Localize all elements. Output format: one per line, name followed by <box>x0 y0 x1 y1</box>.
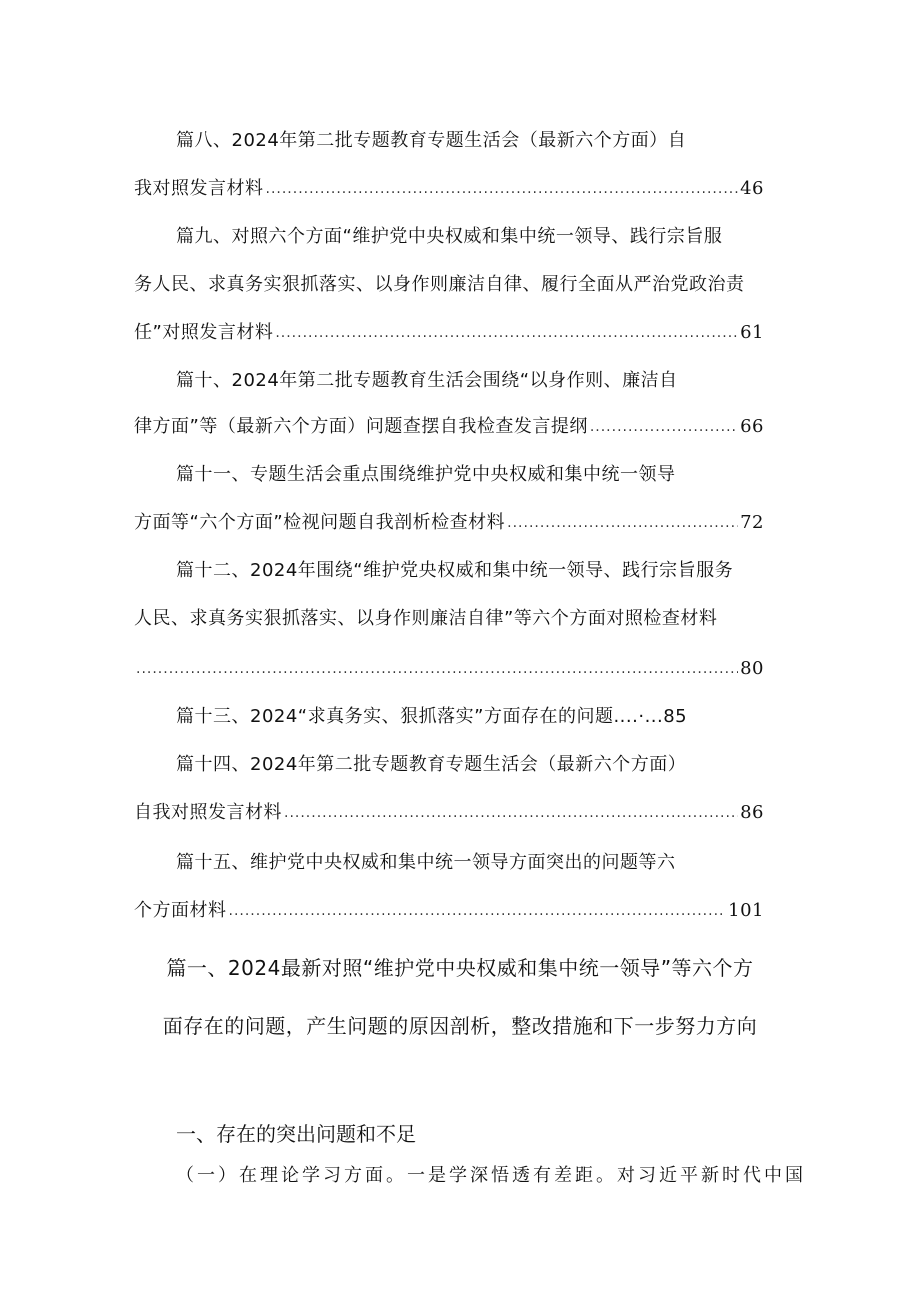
section-heading: 一、存在的突出问题和不足 <box>176 1122 416 1146</box>
toc-leader-dots <box>275 320 738 346</box>
toc-leader-dots <box>136 656 738 682</box>
toc-entry-15-last-line <box>134 898 764 924</box>
toc-entry-14-page: 86 <box>740 802 764 823</box>
toc-entry-15-page: 101 <box>728 900 764 921</box>
toc-entry-10-text: 律方面”等（最新六个方面）问题查摆自我检查发言提纲 <box>134 416 588 437</box>
toc-entry-12-page: 80 <box>740 658 764 679</box>
toc-entry-8-text: 我对照发言材料 <box>134 178 264 199</box>
toc-entry-10-last-line <box>134 414 764 440</box>
toc-leader-dots <box>590 414 738 440</box>
toc-entry-12-line-2: 人民、求真务实狠抓落实、以身作则廉洁自律”等六个方面对照检查材料 <box>134 608 718 629</box>
toc-entry-9-page: 61 <box>740 322 764 343</box>
toc-entry-15-text: 个方面材料 <box>134 900 227 921</box>
toc-entry-11-last-line <box>134 510 764 536</box>
toc-entry-11-line-1: 篇十一、专题生活会重点围绕维护党中央权威和集中统一领导 <box>176 464 676 485</box>
toc-entry-8-line-1: 篇八、2024年第二批专题教育专题生活会（最新六个方面）自 <box>176 130 687 151</box>
article-title-line-2: 面存在的问题，产生问题的原因剖析，整改措施和下一步努力方向 <box>162 1014 758 1038</box>
toc-entry-11-text: 方面等“六个方面”检视问题自我剖析检查材料 <box>134 512 506 533</box>
toc-entry-9-text: 任”对照发言材料 <box>134 322 274 343</box>
toc-entry-9-line-2: 务人民、求真务实狠抓落实、以身作则廉洁自律、履行全面从严治党政治责 <box>134 274 745 295</box>
toc-entry-12-last-line <box>134 656 764 682</box>
toc-entry-12-line-1: 篇十二、2024年围绕“维护党央权威和集中统一领导、践行宗旨服务 <box>176 560 734 581</box>
toc-leader-dots <box>507 510 738 536</box>
body-paragraph: （一）在理论学习方面。一是学深悟透有差距。对习近平新时代中国 <box>176 1165 806 1186</box>
toc-entry-14-last-line <box>134 800 764 826</box>
toc-leader-dots <box>229 898 727 924</box>
toc-leader-dots <box>266 176 739 202</box>
toc-entry-14-line-1: 篇十四、2024年第二批专题教育专题生活会（最新六个方面） <box>176 754 687 775</box>
toc-entry-13: 篇十三、2024“求真务实、狠抓落实”方面存在的问题....·...85 <box>176 706 688 727</box>
toc-entry-8-page: 46 <box>740 178 764 199</box>
toc-entry-10-page: 66 <box>740 416 764 437</box>
toc-entry-11-page: 72 <box>740 512 764 533</box>
toc-entry-14-text: 自我对照发言材料 <box>134 802 282 823</box>
toc-entry-8-last-line <box>134 176 764 202</box>
toc-entry-15-line-1: 篇十五、维护党中央权威和集中统一领导方面突出的问题等六 <box>176 852 676 873</box>
toc-entry-10-line-1: 篇十、2024年第二批专题教育生活会围绕“以身作则、廉洁自 <box>176 370 678 391</box>
article-title-line-1: 篇一、2024最新对照“维护党中央权威和集中统一领导”等六个方 <box>166 956 754 980</box>
toc-entry-9-line-1: 篇九、对照六个方面“维护党中央权威和集中统一领导、践行宗旨服 <box>176 226 723 247</box>
toc-leader-dots <box>284 800 738 826</box>
toc-entry-9-last-line <box>134 320 764 346</box>
